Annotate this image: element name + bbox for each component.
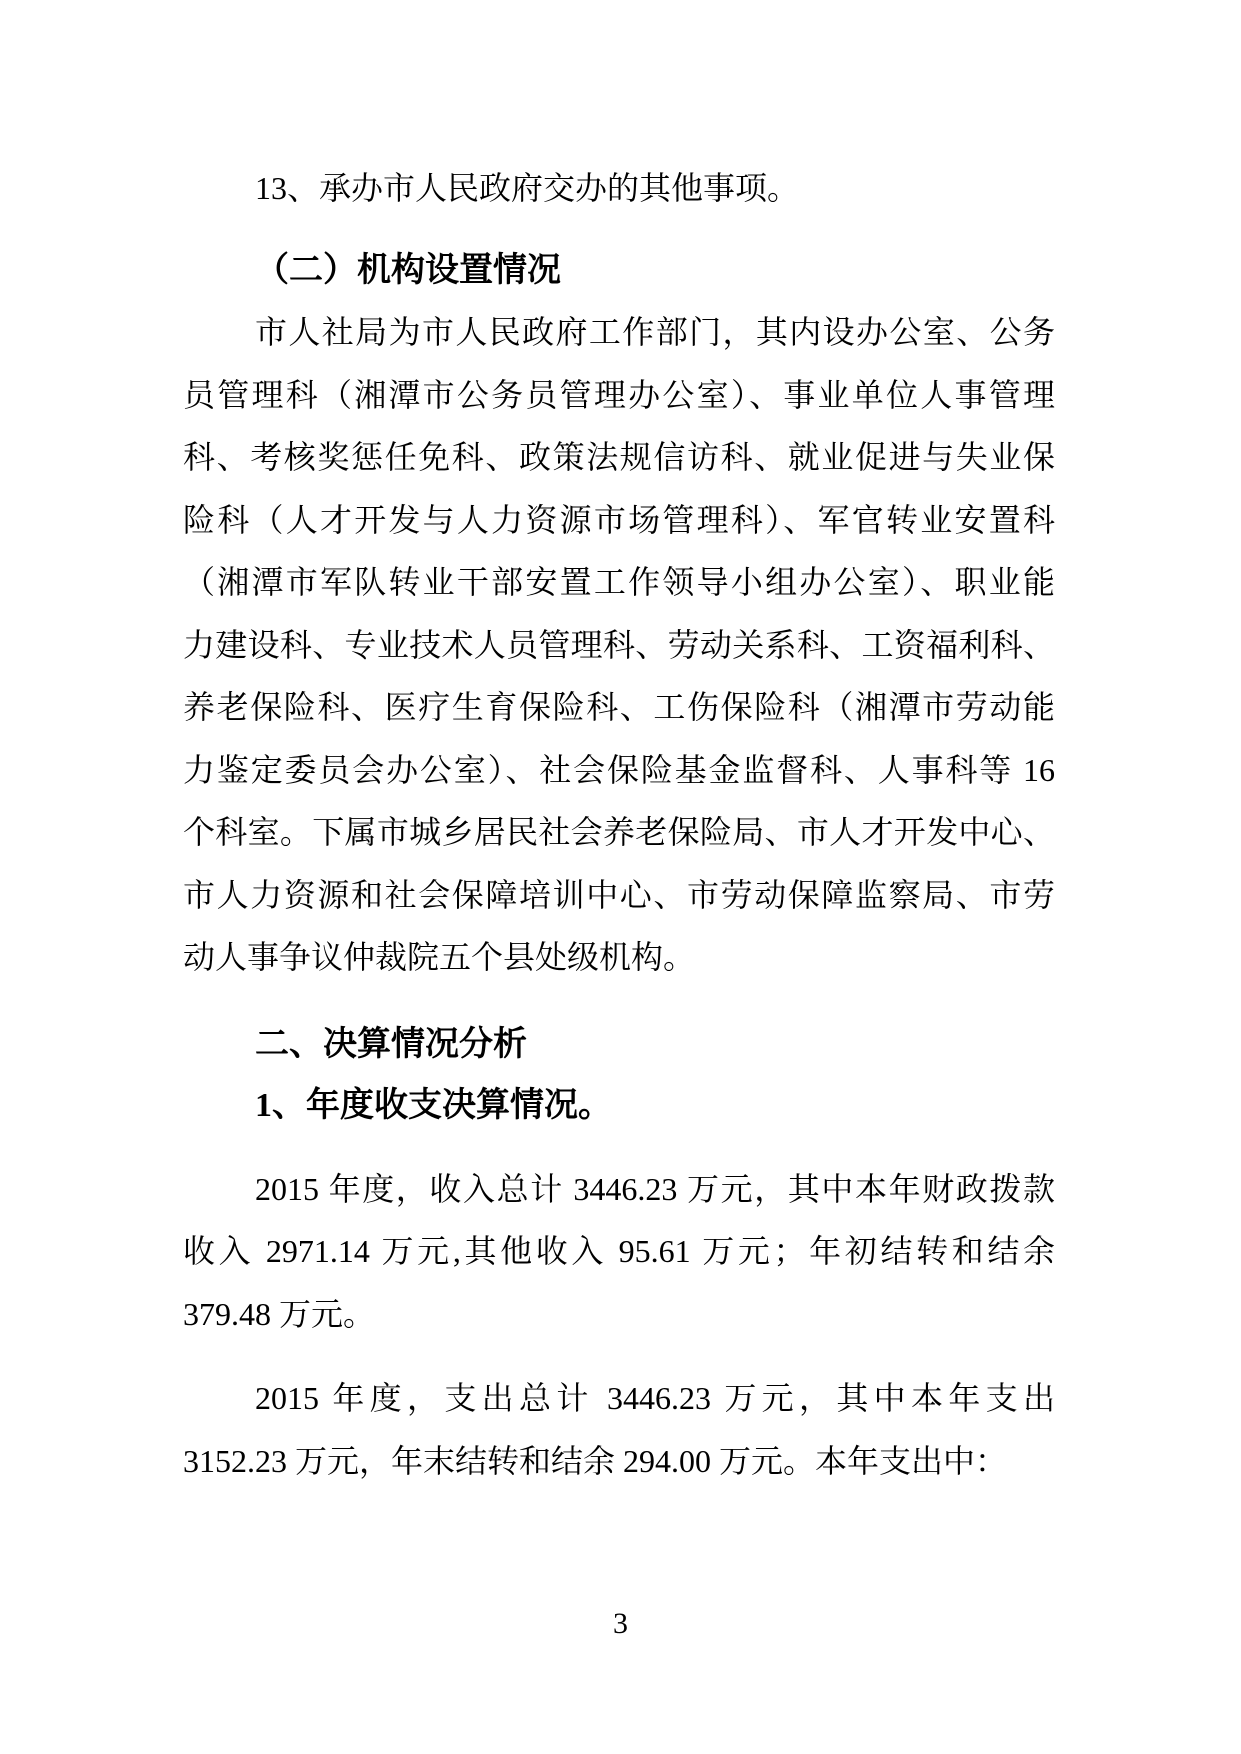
text-line: 个科室。下属市城乡居民社会养老保险局、市人才开发中心、 (183, 814, 1055, 850)
text-line: 市人社局为市人民政府工作部门，其内设办公室、公务 (255, 314, 1055, 350)
heading-org-setup: （二）机构设置情况 (255, 250, 561, 289)
text-line: 市人力资源和社会保障培训中心、市劳动保障监察局、市劳 (183, 876, 1055, 913)
paragraph-income-summary (183, 1158, 1055, 1346)
page-number: 3 (613, 1607, 628, 1640)
text-line: 险科（人才开发与人力资源市场管理科）、军官转业安置科 (183, 501, 1055, 538)
text-line: 2015 年度，支出总计 3446.23 万元，其中本年支出 (255, 1380, 1055, 1416)
text-line: 科、考核奖惩任免科、政策法规信访科、就业促进与失业保 (183, 439, 1055, 475)
heading-budget-analysis: 二、决算情况分析 (255, 1024, 527, 1063)
text-line: 收入 2971.14 万元,其他收入 95.61 万元；年初结转和结余 (183, 1233, 1055, 1269)
paragraph-item-13 (183, 157, 1055, 220)
text-line: 力鉴定委员会办公室）、社会保险基金监督科、人事科等 16 (183, 751, 1055, 788)
document-body (183, 157, 1055, 1492)
text-line: 力建设科、专业技术人员管理科、劳动关系科、工资福利科、 (183, 626, 1055, 663)
text-line: 2015 年度，收入总计 3446.23 万元，其中本年财政拨款 (255, 1170, 1055, 1207)
text-line: （湘潭市军队转业干部安置工作领导小组办公室）、职业能 (183, 564, 1055, 600)
text-line: 员管理科（湘潭市公务员管理办公室）、事业单位人事管理 (183, 376, 1055, 413)
text-line: 13、承办市人民政府交办的其他事项。 (255, 170, 800, 206)
paragraph-expense-summary (183, 1367, 1055, 1492)
heading-annual-budget: 1、年度收支决算情况。 (255, 1087, 612, 1124)
text-line: 养老保险科、医疗生育保险科、工伤保险科（湘潭市劳动能 (183, 689, 1055, 725)
paragraph-org-setup (183, 301, 1055, 989)
text-line: 3152.23 万元，年末结转和结余 294.00 万元。本年支出中： (183, 1442, 1008, 1479)
text-line: 379.48 万元。 (183, 1295, 376, 1332)
text-line: 动人事争议仲裁院五个县处级机构。 (183, 939, 696, 975)
